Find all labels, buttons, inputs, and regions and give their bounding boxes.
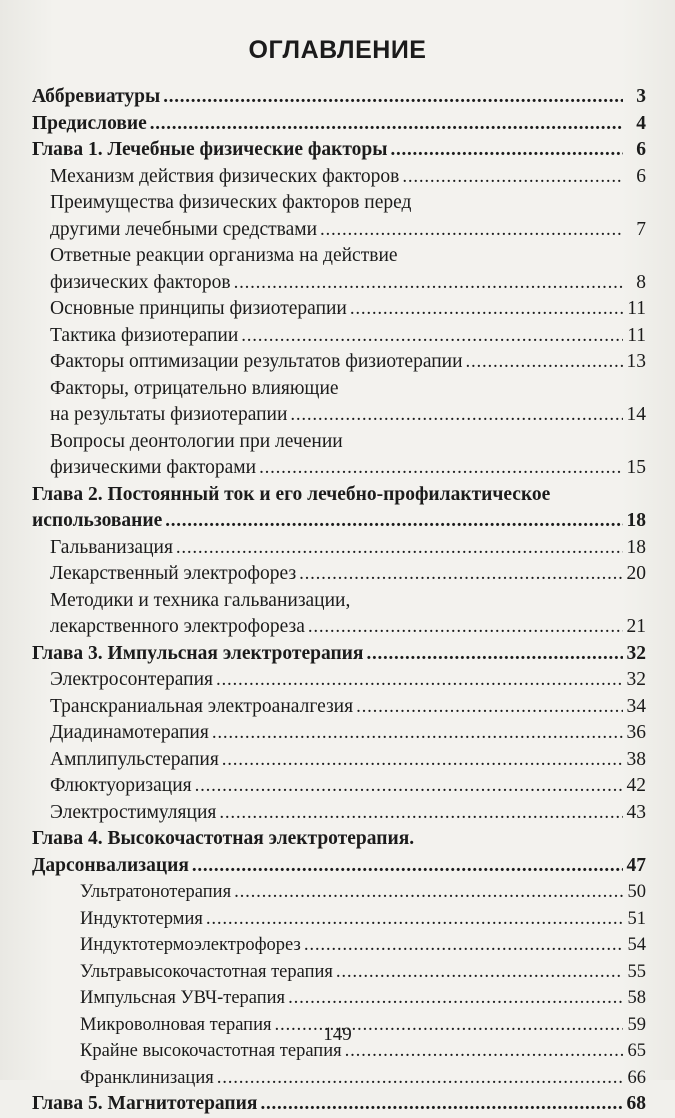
dot-leader xyxy=(402,164,623,191)
toc-page-number: 18 xyxy=(626,510,646,531)
toc-section-entry xyxy=(32,906,646,933)
toc-page-number: 36 xyxy=(626,722,646,743)
toc-page-number: 32 xyxy=(626,669,646,690)
toc-entry-line xyxy=(32,1091,646,1118)
toc-entry-title: Аббревиатуры xyxy=(32,86,161,107)
toc-chapter-entry xyxy=(32,482,646,535)
toc-entry-line xyxy=(32,853,646,880)
toc-entry-title: Транскраниальная электроаналгезия xyxy=(50,695,354,717)
toc-entry-title: Импульсная УВЧ-терапия xyxy=(80,988,286,1008)
toc-chapter-entry xyxy=(32,111,646,138)
toc-entry-line xyxy=(80,906,646,933)
toc-section-entry xyxy=(32,588,646,641)
dot-leader xyxy=(241,323,623,350)
toc-entry-line xyxy=(80,959,646,986)
toc-entry-line xyxy=(50,535,646,562)
toc-section-entry xyxy=(32,985,646,1012)
toc-page-number: 43 xyxy=(626,801,646,823)
toc-entry-title: Лекарственный электрофорез xyxy=(50,563,297,584)
toc-entry-line xyxy=(80,932,646,959)
toc-entry-line xyxy=(50,773,646,800)
toc-entry-title: Ультратонотерапия xyxy=(80,882,232,902)
toc-entry-title: Дарсонвализация xyxy=(32,854,189,876)
table-of-contents xyxy=(32,84,646,1118)
dot-leader xyxy=(195,773,623,800)
toc-entry-line xyxy=(32,508,646,535)
toc-entry-line xyxy=(32,111,646,138)
toc-entry-title: Электросонтерапия xyxy=(50,669,213,690)
toc-page-number: 32 xyxy=(626,642,646,664)
toc-entry-title: Тактика физиотерапии xyxy=(50,324,239,346)
toc-entry-line xyxy=(32,84,646,111)
toc-entry-title: Глава 1. Лечебные физические факторы xyxy=(32,139,388,160)
dot-leader xyxy=(308,614,623,641)
toc-page-number: 54 xyxy=(627,935,646,955)
dot-leader xyxy=(259,455,623,482)
toc-page-number: 34 xyxy=(626,695,646,717)
toc-entry-title: Электростимуляция xyxy=(50,801,217,823)
toc-entry-line xyxy=(50,614,646,641)
toc-section-entry xyxy=(32,694,646,721)
toc-entry-title: физических факторов xyxy=(50,271,231,293)
dot-leader xyxy=(260,1091,623,1118)
toc-section-entry xyxy=(32,243,646,296)
toc-entry-title: Флюктуоризация xyxy=(50,775,192,796)
toc-entry-title-line: Глава 2. Постоянный ток и его лечебно-профилактическое xyxy=(32,483,551,505)
toc-entry-title: Предисловие xyxy=(32,112,147,134)
dot-leader xyxy=(176,535,623,562)
dot-leader xyxy=(192,853,623,880)
toc-entry-title: на результаты физиотерапии xyxy=(50,404,288,425)
toc-entry-title-line: Методики и техника гальванизации, xyxy=(50,589,351,611)
toc-page-number: 14 xyxy=(626,404,646,425)
toc-entry-line xyxy=(50,349,646,376)
toc-entry-title-line: Ответные реакции организма на действие xyxy=(50,245,398,266)
toc-entry-title: Ультравысокочастотная терапия xyxy=(80,961,333,982)
toc-page-number: 6 xyxy=(636,139,646,160)
toc-section-entry xyxy=(32,932,646,959)
toc-section-entry xyxy=(32,296,646,323)
toc-section-entry xyxy=(32,561,646,588)
toc-entry-line xyxy=(50,800,646,827)
dot-leader xyxy=(234,879,623,906)
toc-entry-line xyxy=(50,296,646,323)
toc-page-number: 51 xyxy=(627,908,646,929)
toc-entry-line xyxy=(50,747,646,774)
toc-page-number: 38 xyxy=(626,748,646,770)
dot-leader xyxy=(234,270,623,297)
dot-leader xyxy=(304,932,623,959)
toc-entry-title: Глава 3. Импульсная электротерапия xyxy=(32,642,364,664)
toc-page-number: 58 xyxy=(627,988,646,1008)
toc-chapter-entry xyxy=(32,1091,646,1118)
toc-section-entry xyxy=(32,349,646,376)
toc-page-number: 4 xyxy=(636,112,646,134)
toc-entry-line xyxy=(50,402,646,429)
toc-page-number: 68 xyxy=(626,1093,646,1114)
toc-entry-title-line: Глава 4. Высокочастотная электротерапия. xyxy=(32,828,415,849)
dot-leader xyxy=(466,349,623,376)
toc-page-number: 6 xyxy=(636,165,646,187)
dot-leader xyxy=(290,402,623,429)
toc-entry-title: Крайне высокочастотная терапия xyxy=(80,1041,342,1061)
toc-section-entry xyxy=(32,667,646,694)
dot-leader xyxy=(206,906,623,933)
toc-page-number: 50 xyxy=(627,882,646,902)
toc-entry-line xyxy=(32,137,646,164)
toc-entry-title: Амплипульстерапия xyxy=(50,748,219,770)
toc-page-number: 18 xyxy=(626,536,646,558)
dot-leader xyxy=(356,694,623,721)
dot-leader xyxy=(320,217,623,244)
toc-section-entry xyxy=(32,773,646,800)
toc-entry-line xyxy=(50,694,646,721)
toc-page-number: 13 xyxy=(626,351,646,372)
toc-page-number: 20 xyxy=(626,563,646,584)
toc-page-number: 7 xyxy=(636,218,646,240)
toc-entry-title: Основные принципы физиотерапии xyxy=(50,298,347,319)
toc-entry-title: Механизм действия физических факторов xyxy=(50,165,400,187)
toc-page-number: 21 xyxy=(626,616,646,637)
toc-entry-line xyxy=(50,323,646,350)
dot-leader xyxy=(222,747,623,774)
toc-entry-title: Индуктотермия xyxy=(80,908,203,929)
toc-section-entry xyxy=(32,323,646,350)
toc-page-number: 3 xyxy=(636,86,646,107)
toc-entry-line xyxy=(50,164,646,191)
toc-entry-line xyxy=(50,561,646,588)
toc-section-entry xyxy=(32,747,646,774)
dot-leader xyxy=(288,985,623,1012)
dot-leader xyxy=(212,720,623,747)
toc-chapter-entry xyxy=(32,641,646,668)
toc-chapter-entry xyxy=(32,137,646,164)
toc-entry-title-line: Преимущества физических факторов перед xyxy=(50,192,412,213)
toc-entry-title: лекарственного электрофореза xyxy=(50,616,305,637)
toc-page-number: 42 xyxy=(626,775,646,796)
toc-page-number: 47 xyxy=(626,854,646,876)
toc-entry-title-line: Вопросы деонтологии при лечении xyxy=(50,430,343,452)
toc-entry-title: использование xyxy=(32,510,163,531)
toc-entry-line xyxy=(80,985,646,1012)
dot-leader xyxy=(217,1065,623,1092)
toc-section-entry xyxy=(32,429,646,482)
dot-leader xyxy=(299,561,623,588)
toc-section-entry xyxy=(32,720,646,747)
toc-entry-title: Факторы оптимизации результатов физиотерапии xyxy=(50,351,463,372)
page-title: ОГЛАВЛЕНИЕ xyxy=(248,36,427,64)
toc-page-number: 15 xyxy=(626,457,646,478)
toc-page-number: 55 xyxy=(627,961,646,982)
toc-entry-title-line: Факторы, отрицательно влияющие xyxy=(50,377,339,399)
toc-entry-line xyxy=(50,217,646,244)
dot-leader xyxy=(216,667,623,694)
dot-leader xyxy=(163,84,623,111)
toc-section-entry xyxy=(32,959,646,986)
toc-page-number: 8 xyxy=(636,271,646,293)
toc-entry-title: Глава 5. Магнитотерапия xyxy=(32,1093,258,1114)
dot-leader xyxy=(350,296,623,323)
toc-entry-line xyxy=(80,1065,646,1092)
dot-leader xyxy=(150,111,623,138)
toc-entry-line xyxy=(50,270,646,297)
toc-page-number: 59 xyxy=(627,1014,646,1035)
toc-entry-title: Микроволновая терапия xyxy=(80,1014,272,1035)
toc-section-entry xyxy=(32,535,646,562)
toc-chapter-entry xyxy=(32,84,646,111)
toc-entry-line xyxy=(50,455,646,482)
dot-leader xyxy=(390,137,623,164)
toc-entry-title: Индуктотермоэлектрофорез xyxy=(80,935,301,955)
toc-section-entry xyxy=(32,190,646,243)
dot-leader xyxy=(165,508,623,535)
toc-page-number: 65 xyxy=(627,1041,646,1061)
toc-entry-title: Франклинизация xyxy=(80,1067,214,1088)
toc-entry-line xyxy=(80,879,646,906)
toc-entry-line xyxy=(50,667,646,694)
toc-page-number: 66 xyxy=(627,1067,646,1088)
toc-page-number: 11 xyxy=(627,324,646,346)
toc-entry-title: Диадинамотерапия xyxy=(50,722,209,743)
toc-section-entry xyxy=(32,800,646,827)
toc-chapter-entry xyxy=(32,826,646,879)
dot-leader xyxy=(219,800,623,827)
toc-entry-title: физическими факторами xyxy=(50,457,257,478)
toc-section-entry xyxy=(32,376,646,429)
toc-entry-title: другими лечебными средствами xyxy=(50,218,318,240)
page-number: 149 xyxy=(323,1024,352,1045)
dot-leader xyxy=(366,641,623,668)
toc-section-entry xyxy=(32,1065,646,1092)
toc-entry-line xyxy=(32,641,646,668)
toc-page-number: 11 xyxy=(627,298,646,319)
dot-leader xyxy=(336,959,623,986)
toc-section-entry xyxy=(32,879,646,906)
toc-entry-title: Гальванизация xyxy=(50,536,173,558)
toc-section-entry xyxy=(32,164,646,191)
toc-entry-line xyxy=(50,720,646,747)
